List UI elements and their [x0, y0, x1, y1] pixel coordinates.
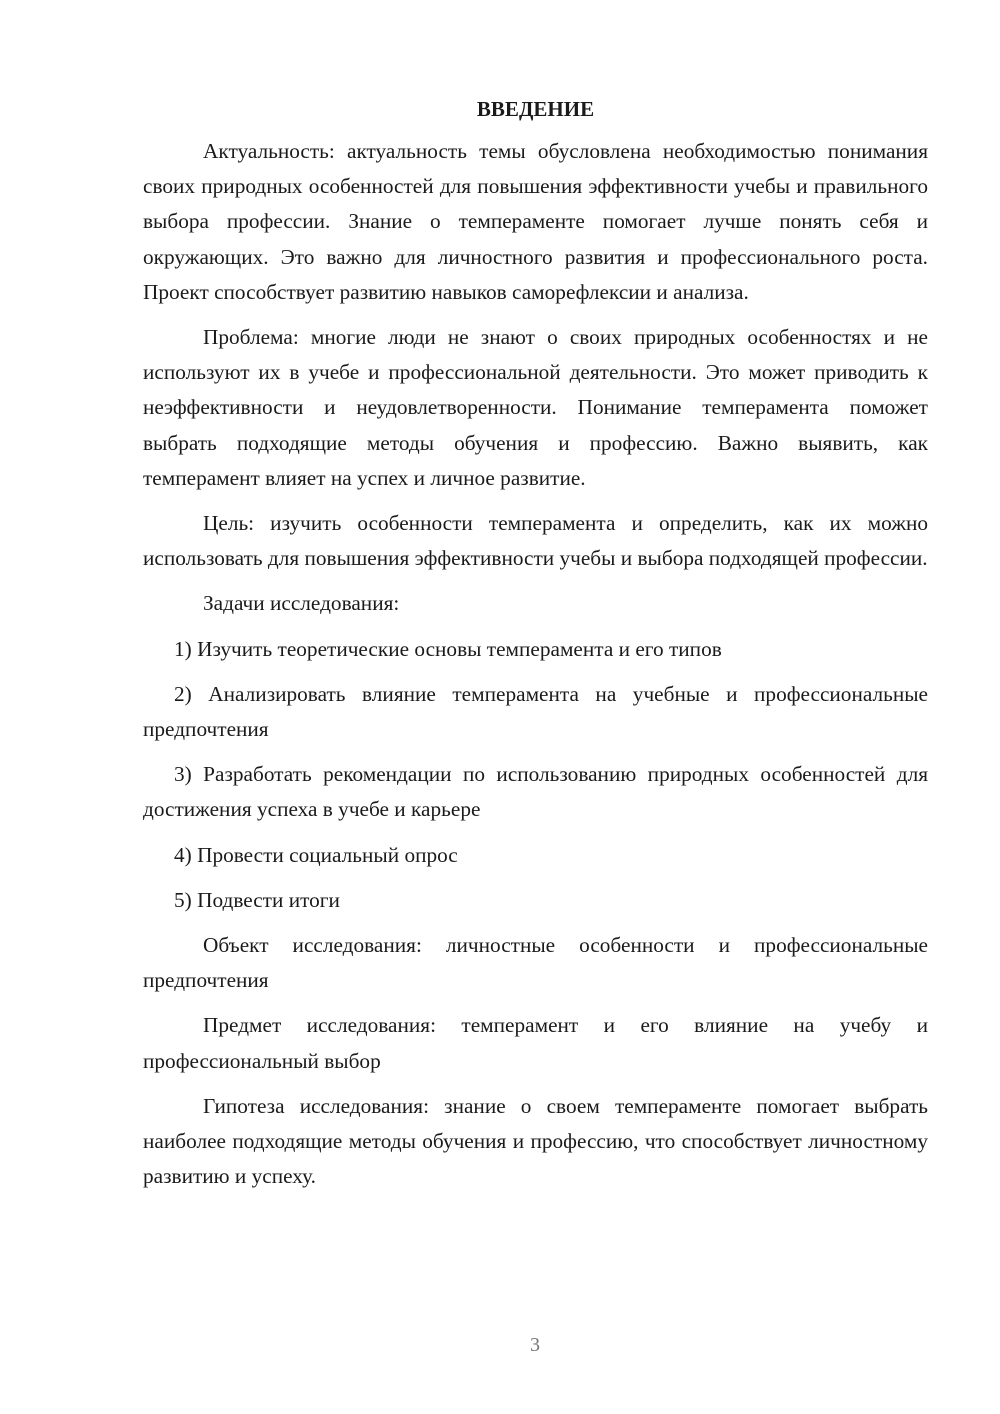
document-page	[143, 92, 928, 1194]
task-item-2: 2) Анализировать влияние темперамента на учебные и профессиональные предпочтения	[143, 681, 928, 742]
goal-paragraph: Цель: изучить особенности темперамента и определить, как их можно использовать для повышения эффективности учебы и выбора подходящей профессии.	[143, 511, 928, 571]
relevance-paragraph: Актуальность: актуальность темы обусловлена необходимостью понимания своих природных особенностей для повышения эффективности учебы и правильного выбора профессии. Знание о темпераменте помогает лучше понять себя и окружающих. Это важно для личностного развития и профессионального роста. Проект способствует развитию навыков саморефлексии и анализа.	[143, 139, 928, 304]
page-title: ВВЕДЕНИЕ	[476, 97, 595, 121]
task-item-1: 1) Изучить теоретические основы темперамента и его типов	[174, 636, 722, 661]
subject-paragraph: Предмет исследования: темперамент и его влияние на учебу и профессиональный выбор	[143, 1013, 928, 1073]
page-number: 3	[530, 1334, 540, 1356]
task-item-4: 4) Провести социальный опрос	[174, 842, 458, 867]
problem-paragraph: Проблема: многие люди не знают о своих природных особенностях и не используют их в учебе и профессиональной деятельности. Это может приводить к неэффективности и неудовлетворенности. Понимание темперамента поможет выбрать подходящие методы обучения и профессию. Важно выявить, как темперамент влияет на успех и личное развитие.	[143, 325, 928, 490]
hypothesis-paragraph: Гипотеза исследования: знание о своем темпераменте помогает выбрать наиболее подходящие методы обучения и профессию, что способствует личностному развитию и успеху.	[143, 1093, 928, 1189]
task-item-5: 5) Подвести итоги	[174, 887, 340, 912]
task-item-3: 3) Разработать рекомендации по использованию природных особенностей для достижения успеха в учебе и карьере	[143, 762, 928, 822]
tasks-heading: Задачи исследования:	[203, 591, 400, 616]
object-paragraph: Объект исследования: личностные особенности и профессиональные предпочтения	[143, 933, 928, 993]
